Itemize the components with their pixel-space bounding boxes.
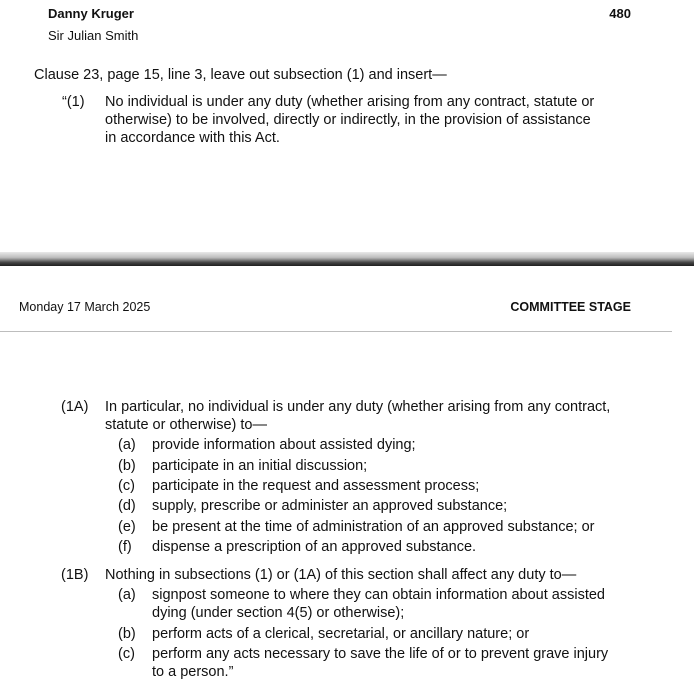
item-text: participate in an initial discussion; xyxy=(152,458,368,474)
item-label: (e) xyxy=(118,519,136,535)
amendment-instruction: Clause 23, page 15, line 3, leave out subsection (1) and insert— xyxy=(34,67,447,83)
item-label: (c) xyxy=(118,478,135,494)
item-text: dying (under section 4(5) or otherwise); xyxy=(152,605,405,621)
item-label: (d) xyxy=(118,498,136,514)
item-text: participate in the request and assessment process; xyxy=(152,478,480,494)
header-rule xyxy=(0,331,672,332)
item-label: (a) xyxy=(118,437,136,453)
item-text: perform any acts necessary to save the life of or to prevent grave injury xyxy=(152,646,609,662)
item-label: (a) xyxy=(118,587,136,603)
sponsor-secondary: Sir Julian Smith xyxy=(48,28,139,43)
subsection-1a-text-line: statute or otherwise) to— xyxy=(105,417,267,433)
item-text: to a person.” xyxy=(152,664,234,680)
item-label: (f) xyxy=(118,539,132,555)
subsection-1b-text-line: Nothing in subsections (1) or (1A) of this section shall affect any duty to— xyxy=(105,567,577,583)
item-text: be present at the time of administration of an approved substance; or xyxy=(152,519,595,535)
subsection-text-line: in accordance with this Act. xyxy=(105,130,280,146)
subsection-text-line: otherwise) to be involved, directly or indirectly, in the provision of assistance xyxy=(105,112,591,128)
sponsor-primary: Danny Kruger xyxy=(48,6,134,21)
item-text: dispense a prescription of an approved substance. xyxy=(152,539,477,555)
item-text: signpost someone to where they can obtain information about assisted xyxy=(152,587,605,603)
page-date: Monday 17 March 2025 xyxy=(19,300,151,314)
subsection-label: “(1) xyxy=(62,94,85,110)
item-text: supply, prescribe or administer an approved substance; xyxy=(152,498,508,514)
page-break-divider xyxy=(0,252,694,266)
subsection-text-line: No individual is under any duty (whether arising from any contract, statute or xyxy=(105,94,595,110)
page-stage: COMMITTEE STAGE xyxy=(510,300,631,314)
subsection-1b-label: (1B) xyxy=(61,567,89,583)
item-text: perform acts of a clerical, secretarial, or ancillary nature; or xyxy=(152,626,530,642)
item-label: (c) xyxy=(118,646,135,662)
amendment-number: 480 xyxy=(609,6,631,21)
item-text: provide information about assisted dying; xyxy=(152,437,416,453)
subsection-1a-text-line: In particular, no individual is under any duty (whether arising from any contract, xyxy=(105,399,611,415)
subsection-1a-label: (1A) xyxy=(61,399,89,415)
item-label: (b) xyxy=(118,458,136,474)
item-label: (b) xyxy=(118,626,136,642)
